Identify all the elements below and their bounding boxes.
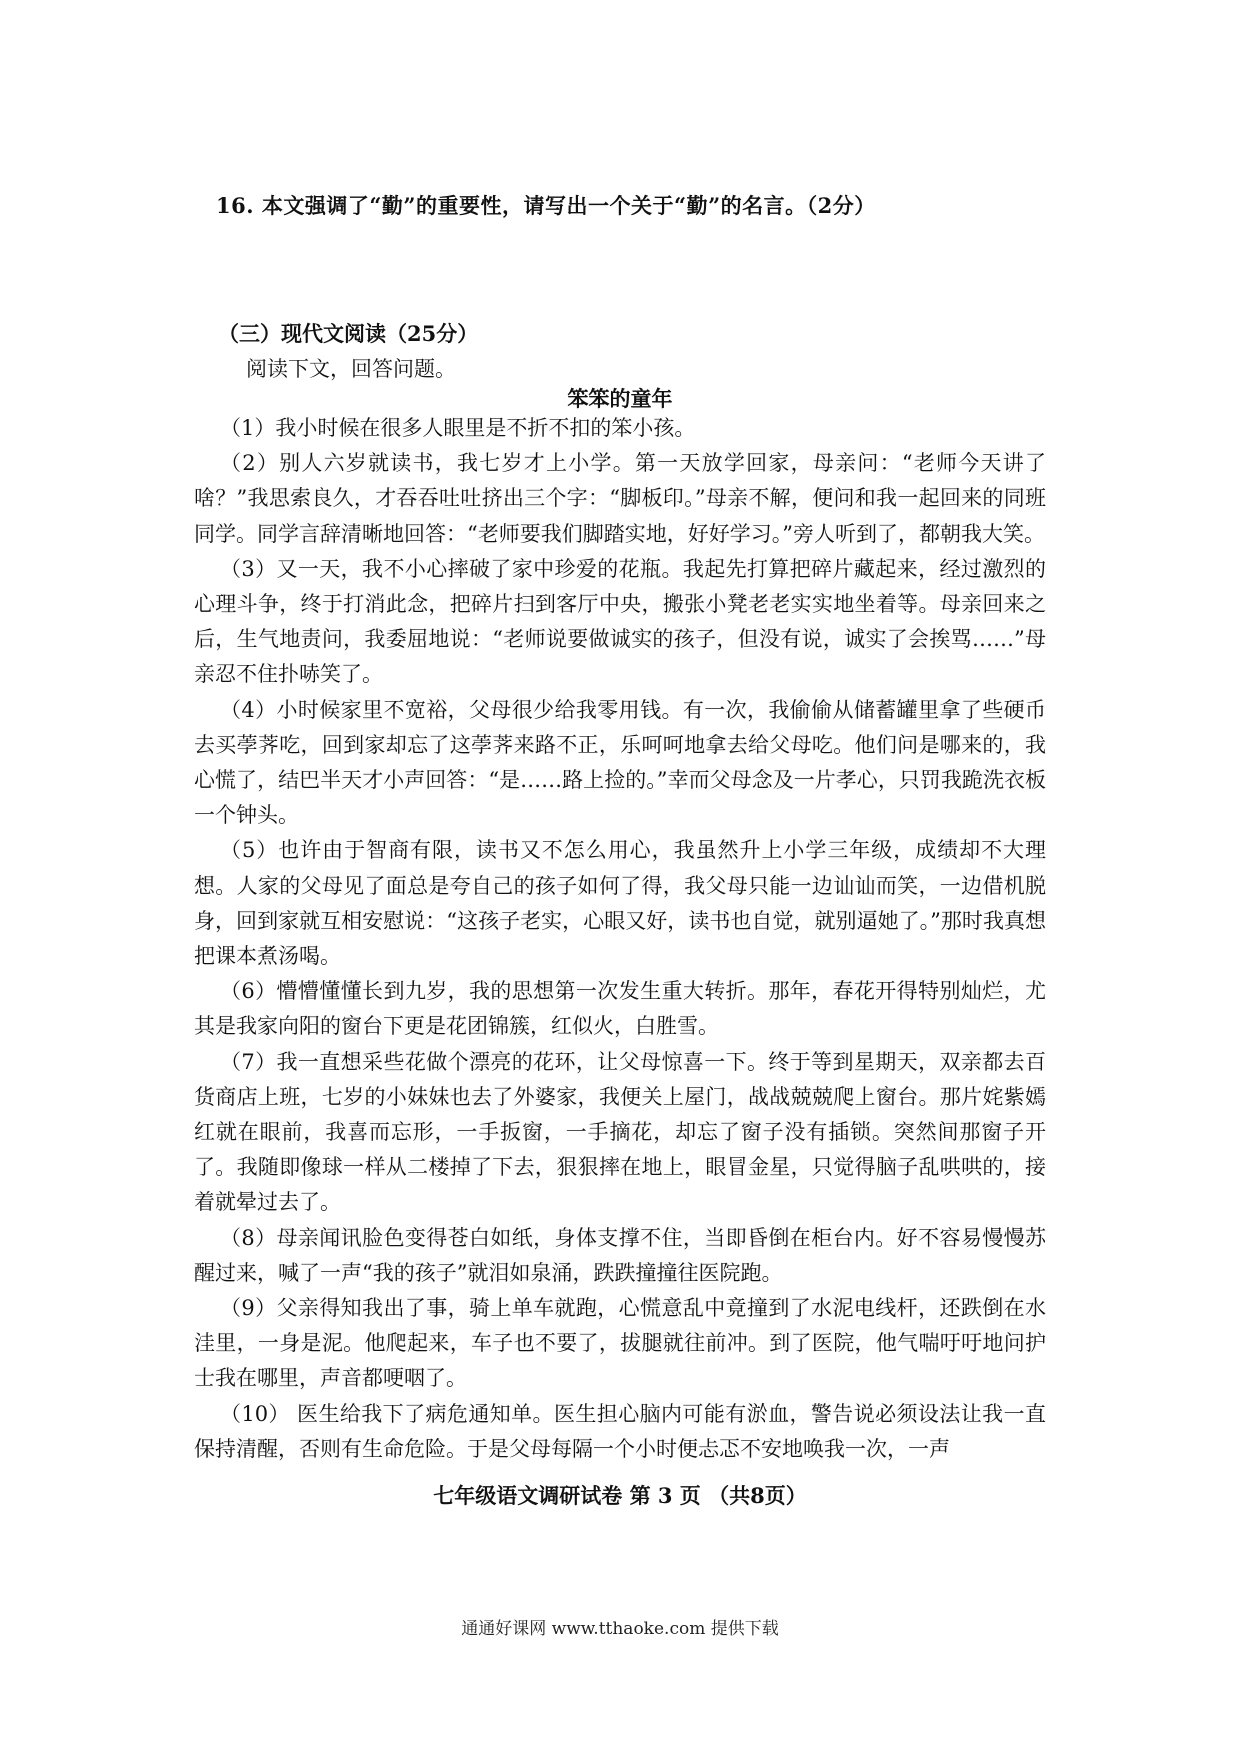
paragraph-6: （6）懵懵懂懂长到九岁，我的思想第一次发生重大转折。那年，春花开得特别灿烂，尤其是我家向阳的窗台下更是花团锦簇，红似火，白胜雪。 <box>194 979 1046 1039</box>
paragraph-1: （1）我小时候在很多人眼里是不折不扣的笨小孩。 <box>220 416 696 440</box>
paragraph-7: （7）我一直想采些花做个漂亮的花环，让父母惊喜一下。终于等到星期天，双亲都去百货商店上班，七岁的小妹妹也去了外婆家，我便关上屋门，战战兢兢爬上窗台。那片姹紫嫣红就在眼前，我喜而忘形，一手扳窗，一手摘花，却忘了窗子没有插锁。突然间那窗子开了。我随即像球一样从二楼掉了下去，狠狠摔在地上，眼冒金星，只觉得脑子乱哄哄的，接着就晕过去了。 <box>194 1049 1046 1215</box>
article-body <box>194 411 1046 1467</box>
section-heading: （三）现代文阅读（25分） <box>218 321 479 346</box>
paragraph-5: （5）也许由于智商有限，读书又不怎么用心，我虽然升上小学三年级，成绩却不大理想。人家的父母见了面总是夸自己的孩子如何了得，我父母只能一边讪讪而笑，一边借机脱身，回到家就互相安慰说：“这孩子老实，心眼又好，读书也自觉，就别逼她了。”那时我真想把课本煮汤喝。 <box>194 838 1046 969</box>
reading-instruction: 阅读下文，回答问题。 <box>246 357 456 381</box>
paragraph-9: （9）父亲得知我出了事，骑上单车就跑，心慌意乱中竟撞到了水泥电线杆，还跌倒在水洼里，一身是泥。他爬起来，车子也不要了，拔腿就往前冲。到了医院，他气喘吁吁地问护士我在哪里，声音都哽咽了。 <box>194 1296 1046 1391</box>
question-16: 16. 本文强调了“勤”的重要性，请写出一个关于“勤”的名言。（2分） <box>216 193 876 218</box>
paragraph-2: （2）别人六岁就读书，我七岁才上小学。第一天放学回家，母亲问：“老师今天讲了啥？”我思索良久，才吞吞吐吐挤出三个字：“脚板印。”母亲不解，便问和我一起回来的同班同学。同学言辞清晰地回答：“老师要我们脚踏实地，好好学习。”旁人听到了，都朝我大笑。 <box>194 451 1046 546</box>
paragraph-10: （10） 医生给我下了病危通知单。医生担心脑内可能有淤血，警告说必须设法让我一直保持清醒，否则有生命危险。于是父母每隔一个小时便忐忑不安地唤我一次，一声 <box>194 1401 1046 1461</box>
page-footer: 七年级语文调研试卷 第 3 页 （共8页） <box>433 1483 807 1508</box>
article-title: 笨笨的童年 <box>567 386 673 411</box>
paragraph-3: （3）又一天，我不小心摔破了家中珍爱的花瓶。我起先打算把碎片藏起来，经过激烈的心理斗争，终于打消此念，把碎片扫到客厅中央，搬张小凳老老实实地坐着等。母亲回来之后，生气地责问，我委屈地说：“老师说要做诚实的孩子，但没有说，诚实了会挨骂……”母亲忍不住扑哧笑了。 <box>194 556 1046 687</box>
paragraph-4: （4）小时候家里不宽裕，父母很少给我零用钱。有一次，我偷偷从储蓄罐里拿了些硬币去买荸荠吃，回到家却忘了这荸荠来路不正，乐呵呵地拿去给父母吃。他们问是哪来的，我心慌了，结巴半天才小声回答：“是……路上捡的。”幸而父母念及一片孝心，只罚我跪洗衣板一个钟头。 <box>194 697 1046 828</box>
download-watermark: 通通好课网 www.tthaoke.com 提供下载 <box>461 1619 779 1639</box>
paragraph-8: （8）母亲闻讯脸色变得苍白如纸，身体支撑不住，当即昏倒在柜台内。好不容易慢慢苏醒过来，喊了一声“我的孩子”就泪如泉涌，跌跌撞撞往医院跑。 <box>194 1225 1046 1285</box>
